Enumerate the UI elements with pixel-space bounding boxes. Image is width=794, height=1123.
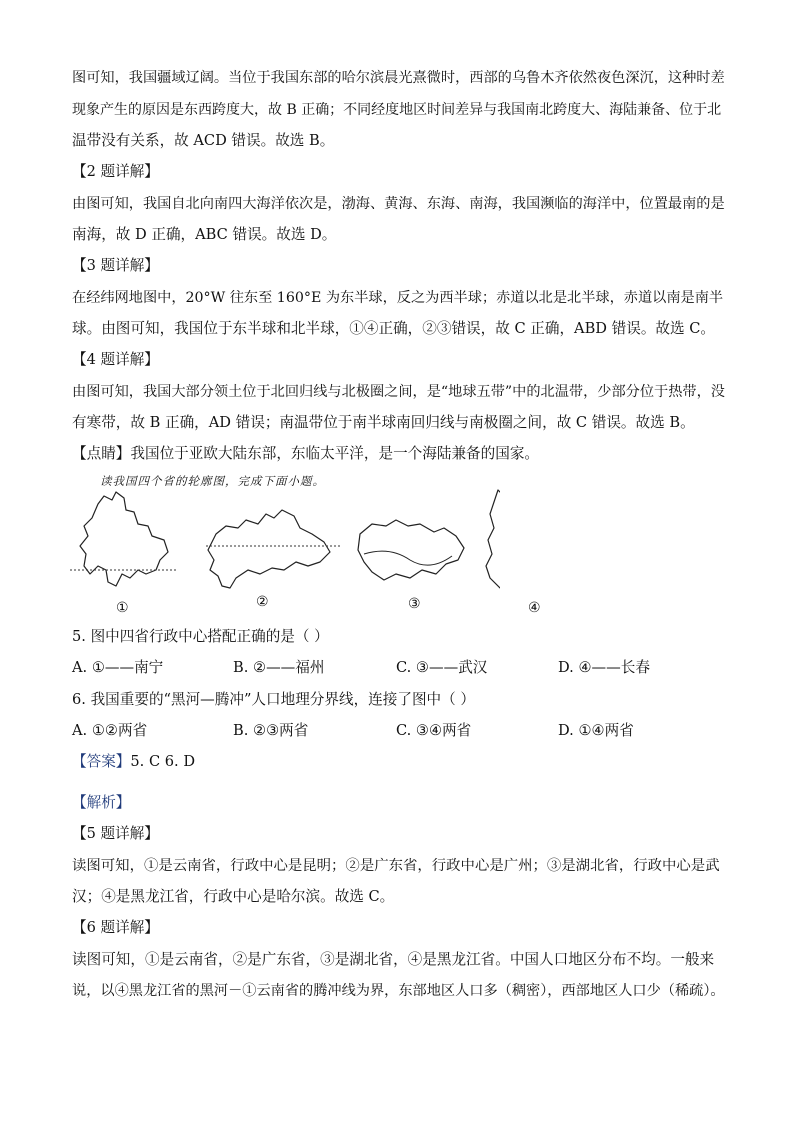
- answer-text: 5. C 6. D: [130, 753, 196, 770]
- figure-caption: 读我国四个省的轮廓图，完成下面小题。: [100, 474, 325, 488]
- hubei-outline: [358, 520, 464, 580]
- paragraph-line: 图可知，我国疆域辽阔。当位于我国东部的哈尔滨晨光熹微时，西部的乌鲁木齐依然夜色深沉，这种时差: [72, 70, 725, 86]
- answer-label: 【答案】: [72, 753, 131, 770]
- paragraph-line: 有寒带，故 B 正确，AD 错误；南温带位于南半球南回归线与南极圈之间，故 C 错误。故选 B。: [72, 414, 695, 431]
- q4-heading: 【4 题详解】: [72, 351, 159, 368]
- q2-heading: 【2 题详解】: [72, 163, 159, 180]
- q6-option-d: D. ①④两省: [558, 722, 634, 739]
- paragraph-line: 南海，故 D 正确，ABC 错误。故选 D。: [72, 226, 337, 243]
- q5-option-b: B. ②——福州: [233, 659, 325, 676]
- analysis-label: 【解析】: [72, 794, 131, 811]
- paragraph-line: 由图可知，我国大部分领土位于北回归线与北极圈之间，是“地球五带”中的北温带，少部分位于热带，没: [72, 384, 725, 400]
- province-outlines-svg: [60, 470, 500, 620]
- q6-option-c: C. ③④两省: [396, 722, 472, 739]
- hubei-river: [364, 551, 452, 565]
- answer-line: [72, 752, 195, 772]
- q6-detail-heading: 【6 题详解】: [72, 919, 159, 936]
- paragraph-line: 温带没有关系，故 ACD 错误。故选 B。: [72, 132, 335, 149]
- q5-detail-heading: 【5 题详解】: [72, 825, 159, 842]
- heilongjiang-outline: [486, 490, 500, 594]
- paragraph-line: 现象产生的原因是东西跨度大，故 B 正确；不同经度地区时间差异与我国南北跨度大、海陆兼备、位于北: [72, 102, 722, 118]
- map-label-3: ③: [408, 596, 421, 612]
- map-label-2: ②: [256, 594, 269, 610]
- paragraph-line: 说，以④黑龙江省的黑河－①云南省的腾冲线为界，东部地区人口多（稠密），西部地区人口少（稀疏）。: [72, 983, 725, 999]
- guangdong-outline: [208, 510, 330, 588]
- q5-option-d: D. ④——长春: [558, 659, 650, 676]
- province-outline-figure: [60, 470, 541, 620]
- map-label-1: ①: [116, 600, 129, 616]
- paragraph-line: 在经纬网地图中，20°W 往东至 160°E 为东半球，反之为西半球；赤道以北是北半球，赤道以南是南半: [72, 290, 724, 306]
- paragraph-line: 球。由图可知，我国位于东半球和北半球，①④正确，②③错误，故 C 正确，ABD 错误。故选 C。: [72, 320, 716, 337]
- q5-stem: 5. 图中四省行政中心搭配正确的是（ ）: [72, 628, 329, 645]
- paragraph-line: 由图可知，我国自北向南四大海洋依次是，渤海、黄海、东海、南海，我国濒临的海洋中，位置最南的是: [72, 196, 725, 212]
- point-note: 【点睛】我国位于亚欧大陆东部，东临太平洋，是一个海陆兼备的国家。: [72, 445, 540, 462]
- q6-option-a: A. ①②两省: [72, 722, 148, 739]
- paragraph-line: 汉；④是黑龙江省，行政中心是哈尔滨。故选 C。: [72, 888, 395, 905]
- yunnan-outline: [80, 492, 168, 586]
- q6-stem: 6. 我国重要的“黑河—腾冲”人口地理分界线，连接了图中（ ）: [72, 691, 475, 708]
- paragraph-line: 读图可知，①是云南省，行政中心是昆明；②是广东省，行政中心是广州；③是湖北省，行政中心是武: [72, 858, 720, 874]
- q3-heading: 【3 题详解】: [72, 257, 159, 274]
- q6-option-b: B. ②③两省: [233, 722, 309, 739]
- map-label-4: ④: [528, 600, 541, 616]
- paragraph-line: 读图可知，①是云南省，②是广东省，③是湖北省，④是黑龙江省。中国人口地区分布不均。一般来: [72, 951, 715, 968]
- q5-option-a: A. ①——南宁: [72, 659, 164, 676]
- q5-option-c: C. ③——武汉: [396, 659, 488, 676]
